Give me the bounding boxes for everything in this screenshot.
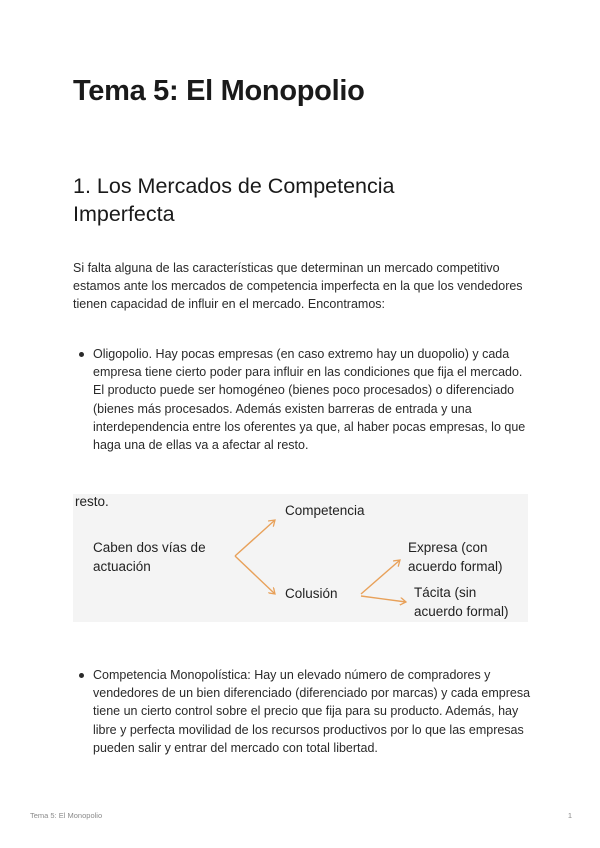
footer-doc-title: Tema 5: El Monopolio	[30, 811, 103, 820]
arrow-to-expresa	[361, 560, 400, 594]
diagram-colusion-label: Colusión	[285, 586, 338, 601]
arrow-to-colusion	[235, 556, 275, 594]
diagram-competencia-label: Competencia	[285, 503, 365, 518]
arrow-to-competencia	[235, 520, 275, 556]
diagram-root-label: Caben dos vías de actuación	[93, 540, 206, 574]
intro-paragraph: Si falta alguna de las características que determinan un mercado competitivo estamos ante los mercados de competencia imperfecta en la que los vendedores tienen capacidad de influir en el mercado. Encontramos:	[73, 261, 523, 312]
section-heading: 1. Los Mercados de Competencia Imperfecta	[73, 174, 395, 226]
diagram-top-fragment: resto.	[75, 494, 109, 509]
diagram-expresa-label: Expresa (con acuerdo formal)	[408, 540, 503, 574]
footer-page-number: 1	[567, 811, 572, 820]
arrow-to-tacita	[361, 596, 406, 602]
page-title: Tema 5: El Monopolio	[73, 75, 365, 107]
bullet-oligopolio: Oligopolio. Hay pocas empresas (en caso extremo hay un duopolio) y cada empresa tiene cierto poder para influir en las condiciones que fija el mercado. El producto puede ser homogéneo (bienes poco procesados) o diferenciado (bienes más procesados. Además existen barreras de entrada y una interdependencia entre los oferentes ya que, al haber pocas empresas, lo que haga una de ellas va a afectar al resto.	[73, 345, 533, 454]
diagram-vias-actuacion	[73, 494, 528, 622]
bullet-list-competencia	[73, 666, 533, 757]
bullet-list-oligopolio	[73, 345, 533, 454]
bullet-competencia-monopolistica: Competencia Monopolística: Hay un elevado número de compradores y vendedores de un bien diferenciado (diferenciado por marcas) y cada empresa tiene un cierto control sobre el precio que fija para su producto. Además, hay libre y perfecta movilidad de los recursos productivos por lo que las empresas pueden salir y entrar del mercado con total libertad.	[73, 666, 533, 757]
diagram-tacita-label: Tácita (sin acuerdo formal)	[414, 585, 509, 619]
